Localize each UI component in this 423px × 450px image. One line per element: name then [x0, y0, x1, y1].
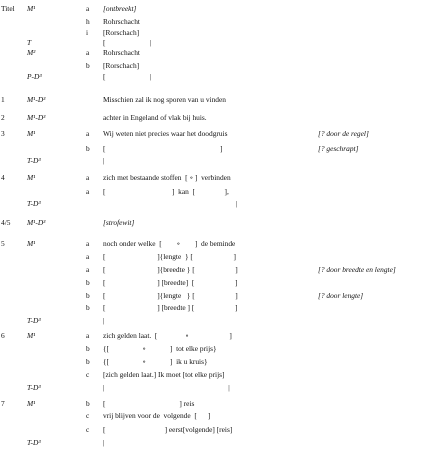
apparatus-row: [0, 400, 423, 410]
stage-letter: i: [86, 28, 89, 37]
witness-siglum: T-D³: [27, 156, 41, 165]
witness-siglum: M¹: [27, 4, 36, 13]
line-label: 4/5: [1, 218, 11, 227]
apparatus-row: [0, 18, 423, 28]
apparatus-row: [0, 412, 423, 422]
editorial-note: [? geschrapt]: [318, 144, 359, 153]
stage-letter: a: [86, 331, 90, 340]
apparatus-row: [0, 358, 423, 368]
variant-text: [ ]{breedte } [ ]: [103, 265, 238, 274]
variant-text: zich gelden laat. [ ∘ ]: [103, 331, 232, 340]
stage-letter: b: [86, 357, 90, 366]
stage-letter: a: [86, 265, 90, 274]
stage-letter: b: [86, 291, 90, 300]
stage-letter: c: [86, 411, 90, 420]
witness-siglum: T-D³: [27, 383, 41, 392]
variant-text: [Rorschach]: [103, 61, 140, 70]
witness-siglum: M¹: [27, 239, 36, 248]
apparatus-row: [0, 384, 423, 394]
editorial-note: [? door de regel]: [318, 129, 369, 138]
variant-text: {[ ∘ ] ik u kruis}: [103, 357, 208, 366]
stage-letter: a: [86, 252, 90, 261]
apparatus-row: [0, 426, 423, 436]
variant-text: Rohrschacht: [103, 17, 140, 26]
apparatus-row: [0, 304, 423, 314]
apparatus-row: [0, 49, 423, 59]
apparatus-row: [0, 188, 423, 198]
stage-letter: b: [86, 303, 90, 312]
apparatus-row: [0, 332, 423, 342]
stage-letter: b: [86, 61, 90, 70]
variant-text: [ontbreekt]: [103, 4, 137, 13]
stage-letter: h: [86, 17, 90, 26]
apparatus-row: [0, 114, 423, 124]
apparatus-row: [0, 5, 423, 15]
editorial-note: [? door breedte en lengte]: [318, 265, 396, 274]
apparatus-row: [0, 345, 423, 355]
variant-text: |: [103, 316, 105, 325]
variant-text: Rohrschacht: [103, 48, 140, 57]
apparatus-row: [0, 96, 423, 106]
apparatus-row: [0, 317, 423, 327]
variant-text: |: [103, 156, 105, 165]
variant-text: [ ] [breedte] [ ]: [103, 278, 238, 287]
variant-text: zich met bestaande stoffen [ ∘ ] verbinden: [103, 173, 231, 182]
variant-text: {[ ∘ ] tot elke prijs}: [103, 344, 217, 353]
variant-text: [zich gelden laat.] Ik moet [tot elke prijs]: [103, 370, 225, 379]
witness-siglum: M¹-D³: [27, 218, 46, 227]
apparatus-row: [0, 292, 423, 302]
apparatus-row: [0, 29, 423, 39]
line-label: 7: [1, 399, 5, 408]
witness-siglum: T-D³: [27, 316, 41, 325]
variant-text: | |: [103, 383, 230, 392]
witness-siglum: T: [27, 38, 32, 47]
line-label: 5: [1, 239, 5, 248]
witness-siglum: M¹: [27, 399, 36, 408]
variant-text: [ ] reis: [103, 399, 195, 408]
variant-text: [ ] [breedte ] [ ]: [103, 303, 238, 312]
variant-text: [ ]: [103, 144, 223, 153]
stage-letter: b: [86, 278, 90, 287]
variant-text: noch onder welke [ ∘ ] de beminde: [103, 239, 236, 248]
stage-letter: a: [86, 48, 90, 57]
stage-letter: c: [86, 425, 90, 434]
apparatus-row: [0, 253, 423, 263]
apparatus-row: [0, 200, 423, 210]
apparatus-row: [0, 279, 423, 289]
variant-text: [ ] kan [ ],: [103, 187, 229, 196]
stage-letter: c: [86, 370, 90, 379]
variant-text: vrij blijven voor de volgende [ ]: [103, 411, 211, 420]
variant-text: [ |: [103, 72, 152, 81]
apparatus-row: [0, 240, 423, 250]
apparatus-row: [0, 62, 423, 72]
apparatus-row: [0, 39, 423, 49]
apparatus-row: [0, 219, 423, 229]
witness-siglum: P-D³: [27, 72, 42, 81]
line-label: 2: [1, 113, 5, 122]
stage-letter: a: [86, 129, 90, 138]
stage-letter: a: [86, 187, 90, 196]
apparatus-row: [0, 266, 423, 276]
line-label: 4: [1, 173, 5, 182]
line-label: Titel: [1, 4, 15, 13]
stage-letter: b: [86, 144, 90, 153]
witness-siglum: M¹: [27, 129, 36, 138]
witness-siglum: M¹: [27, 173, 36, 182]
variant-text: [strofewit]: [103, 218, 135, 227]
variant-text: Misschien zal ik nog sporen van u vinden: [103, 95, 226, 104]
stage-letter: a: [86, 239, 90, 248]
variant-text: |: [103, 199, 238, 208]
line-label: 6: [1, 331, 5, 340]
variant-text: [ |: [103, 38, 152, 47]
line-label: 1: [1, 95, 5, 104]
witness-siglum: M¹-D³: [27, 113, 46, 122]
variant-text: achter in Engeland of vlak bij huis.: [103, 113, 207, 122]
variant-text: [ ]{lengte } [ ]: [103, 291, 238, 300]
apparatus-row: [0, 439, 423, 449]
variant-text: [ ] eerst[volgende] [reis]: [103, 425, 233, 434]
variant-text: |: [103, 438, 105, 447]
stage-letter: b: [86, 344, 90, 353]
witness-siglum: M¹: [27, 331, 36, 340]
apparatus-row: [0, 73, 423, 83]
apparatus-row: [0, 371, 423, 381]
apparatus-row: [0, 157, 423, 167]
apparatus-row: [0, 145, 423, 155]
stage-letter: b: [86, 399, 90, 408]
stage-letter: a: [86, 4, 90, 13]
witness-siglum: T-D³: [27, 438, 41, 447]
line-label: 3: [1, 129, 5, 138]
apparatus-row: [0, 130, 423, 140]
editorial-note: [? door lengte]: [318, 291, 364, 300]
stage-letter: a: [86, 173, 90, 182]
witness-siglum: M²: [27, 48, 36, 57]
variant-text: Wij weten niet precies waar het doodgruis: [103, 129, 228, 138]
variant-text: [Rorschach]: [103, 28, 140, 37]
variant-text: [ ]{lengte } [ ]: [103, 252, 236, 261]
apparatus-row: [0, 174, 423, 184]
witness-siglum: M¹-D³: [27, 95, 46, 104]
witness-siglum: T-D³: [27, 199, 41, 208]
